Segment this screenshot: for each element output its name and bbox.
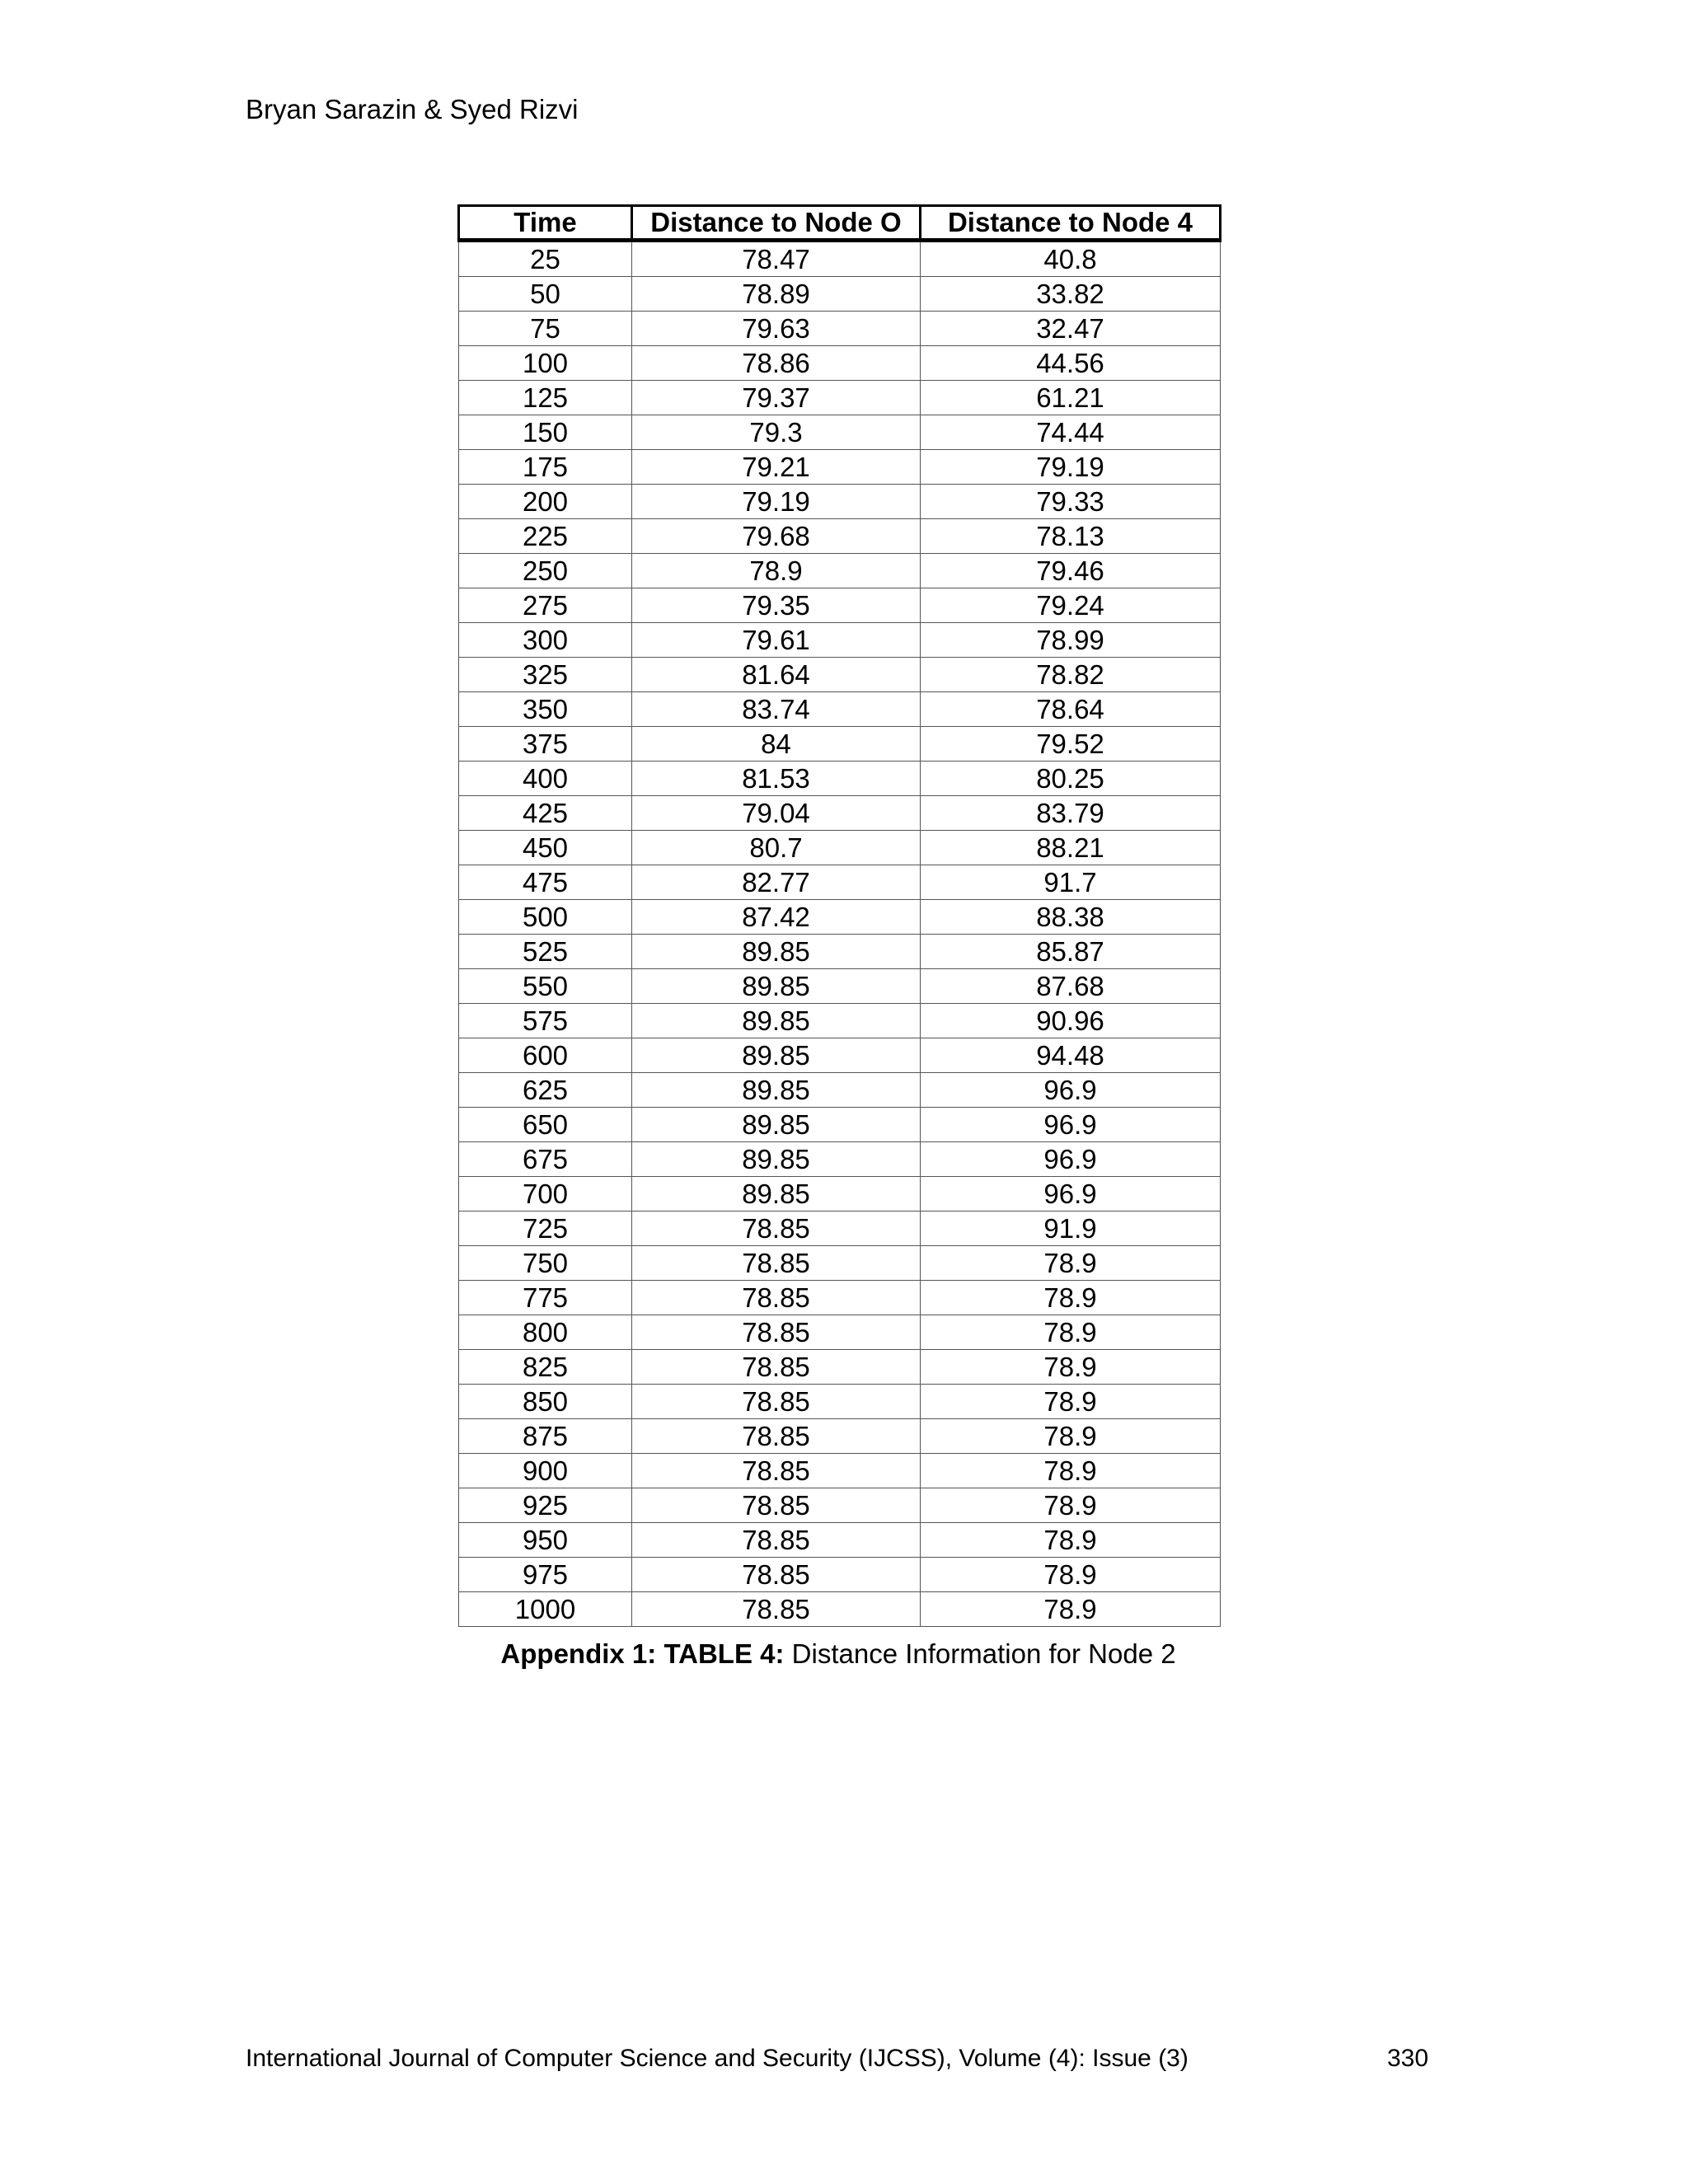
cell-distance-node-4: 79.33 (921, 485, 1221, 519)
cell-distance-node-o: 79.35 (632, 588, 921, 623)
cell-distance-node-4: 78.9 (921, 1281, 1221, 1315)
table-row (459, 1073, 1221, 1108)
cell-distance-node-4: 79.46 (921, 554, 1221, 588)
cell-distance-node-o: 78.47 (632, 241, 921, 277)
cell-distance-node-o: 89.85 (632, 1177, 921, 1212)
cell-time: 50 (459, 277, 632, 312)
cell-distance-node-4: 78.9 (921, 1350, 1221, 1385)
table-row (459, 831, 1221, 865)
table-row (459, 346, 1221, 381)
cell-distance-node-4: 96.9 (921, 1073, 1221, 1108)
cell-time: 500 (459, 900, 632, 935)
table-row (459, 588, 1221, 623)
cell-distance-node-4: 74.44 (921, 415, 1221, 450)
cell-distance-node-o: 79.37 (632, 381, 921, 415)
table-row (459, 727, 1221, 762)
cell-distance-node-o: 83.74 (632, 692, 921, 727)
cell-time: 225 (459, 519, 632, 554)
cell-distance-node-4: 80.25 (921, 762, 1221, 796)
table-row (459, 865, 1221, 900)
cell-distance-node-4: 78.9 (921, 1246, 1221, 1281)
table-row (459, 450, 1221, 485)
cell-distance-node-o: 78.85 (632, 1592, 921, 1627)
table-row (459, 935, 1221, 969)
cell-distance-node-o: 79.68 (632, 519, 921, 554)
table-row (459, 762, 1221, 796)
cell-distance-node-4: 78.9 (921, 1315, 1221, 1350)
cell-time: 550 (459, 969, 632, 1004)
table-row (459, 623, 1221, 658)
cell-distance-node-o: 78.86 (632, 346, 921, 381)
table-row (459, 1558, 1221, 1592)
cell-distance-node-4: 88.21 (921, 831, 1221, 865)
cell-time: 475 (459, 865, 632, 900)
table-row (459, 1315, 1221, 1350)
cell-distance-node-o: 79.61 (632, 623, 921, 658)
cell-distance-node-o: 78.85 (632, 1385, 921, 1419)
cell-distance-node-4: 78.9 (921, 1558, 1221, 1592)
cell-time: 425 (459, 796, 632, 831)
cell-distance-node-o: 78.85 (632, 1454, 921, 1488)
cell-time: 400 (459, 762, 632, 796)
cell-distance-node-4: 79.52 (921, 727, 1221, 762)
cell-time: 750 (459, 1246, 632, 1281)
cell-distance-node-4: 44.56 (921, 346, 1221, 381)
cell-distance-node-4: 83.79 (921, 796, 1221, 831)
cell-distance-node-o: 89.85 (632, 1038, 921, 1073)
cell-distance-node-o: 81.64 (632, 658, 921, 692)
cell-time: 975 (459, 1558, 632, 1592)
cell-distance-node-4: 91.7 (921, 865, 1221, 900)
cell-time: 125 (459, 381, 632, 415)
cell-distance-node-o: 78.85 (632, 1212, 921, 1246)
cell-distance-node-4: 96.9 (921, 1177, 1221, 1212)
cell-distance-node-o: 87.42 (632, 900, 921, 935)
table-row (459, 969, 1221, 1004)
cell-time: 875 (459, 1419, 632, 1454)
cell-distance-node-o: 79.04 (632, 796, 921, 831)
table-row (459, 1142, 1221, 1177)
footer-page-number: 330 (1387, 2045, 1429, 2072)
cell-time: 725 (459, 1212, 632, 1246)
table-row (459, 1523, 1221, 1558)
cell-distance-node-4: 61.21 (921, 381, 1221, 415)
cell-distance-node-o: 79.63 (632, 312, 921, 346)
cell-time: 175 (459, 450, 632, 485)
cell-distance-node-o: 89.85 (632, 1142, 921, 1177)
table-row (459, 277, 1221, 312)
cell-distance-node-o: 82.77 (632, 865, 921, 900)
cell-distance-node-4: 40.8 (921, 241, 1221, 277)
cell-distance-node-o: 79.21 (632, 450, 921, 485)
cell-time: 300 (459, 623, 632, 658)
cell-distance-node-o: 84 (632, 727, 921, 762)
cell-distance-node-4: 91.9 (921, 1212, 1221, 1246)
cell-distance-node-4: 85.87 (921, 935, 1221, 969)
table-row (459, 1385, 1221, 1419)
cell-time: 25 (459, 241, 632, 277)
table-row (459, 1177, 1221, 1212)
cell-time: 600 (459, 1038, 632, 1073)
cell-time: 850 (459, 1385, 632, 1419)
cell-distance-node-o: 89.85 (632, 1108, 921, 1142)
cell-distance-node-4: 32.47 (921, 312, 1221, 346)
cell-distance-node-4: 96.9 (921, 1142, 1221, 1177)
cell-distance-node-o: 78.85 (632, 1488, 921, 1523)
cell-time: 950 (459, 1523, 632, 1558)
cell-distance-node-4: 33.82 (921, 277, 1221, 312)
cell-time: 275 (459, 588, 632, 623)
table-row (459, 485, 1221, 519)
distance-table (457, 204, 1221, 1627)
cell-distance-node-4: 78.9 (921, 1454, 1221, 1488)
column-header-time: Time (459, 206, 632, 241)
cell-distance-node-o: 89.85 (632, 1073, 921, 1108)
cell-time: 900 (459, 1454, 632, 1488)
cell-time: 150 (459, 415, 632, 450)
cell-distance-node-4: 78.13 (921, 519, 1221, 554)
table-header-row (459, 206, 1221, 241)
cell-distance-node-o: 89.85 (632, 1004, 921, 1038)
cell-time: 250 (459, 554, 632, 588)
cell-time: 825 (459, 1350, 632, 1385)
cell-time: 575 (459, 1004, 632, 1038)
cell-time: 375 (459, 727, 632, 762)
table-body (459, 241, 1221, 1627)
table-row (459, 1419, 1221, 1454)
column-header-distance-node-o: Distance to Node O (632, 206, 921, 241)
cell-distance-node-o: 78.89 (632, 277, 921, 312)
cell-distance-node-4: 79.19 (921, 450, 1221, 485)
table-row (459, 1281, 1221, 1315)
table-row (459, 554, 1221, 588)
cell-distance-node-o: 89.85 (632, 935, 921, 969)
cell-distance-node-o: 79.19 (632, 485, 921, 519)
cell-distance-node-o: 78.85 (632, 1281, 921, 1315)
table-row (459, 1004, 1221, 1038)
cell-time: 75 (459, 312, 632, 346)
table-row (459, 519, 1221, 554)
cell-time: 625 (459, 1073, 632, 1108)
cell-time: 325 (459, 658, 632, 692)
cell-distance-node-4: 78.9 (921, 1419, 1221, 1454)
cell-distance-node-4: 78.82 (921, 658, 1221, 692)
cell-time: 200 (459, 485, 632, 519)
cell-distance-node-4: 96.9 (921, 1108, 1221, 1142)
table-row (459, 1212, 1221, 1246)
cell-time: 925 (459, 1488, 632, 1523)
table-row (459, 312, 1221, 346)
caption-text: Distance Information for Node 2 (784, 1638, 1176, 1669)
cell-distance-node-o: 80.7 (632, 831, 921, 865)
table-row (459, 658, 1221, 692)
table-row (459, 1592, 1221, 1627)
cell-distance-node-4: 78.9 (921, 1592, 1221, 1627)
cell-time: 700 (459, 1177, 632, 1212)
cell-time: 650 (459, 1108, 632, 1142)
cell-distance-node-4: 78.99 (921, 623, 1221, 658)
table-row (459, 1488, 1221, 1523)
cell-distance-node-o: 78.85 (632, 1350, 921, 1385)
cell-distance-node-o: 78.85 (632, 1246, 921, 1281)
cell-time: 800 (459, 1315, 632, 1350)
cell-distance-node-4: 78.9 (921, 1523, 1221, 1558)
table-row (459, 415, 1221, 450)
cell-time: 350 (459, 692, 632, 727)
table-row (459, 1246, 1221, 1281)
table-row (459, 1038, 1221, 1073)
column-header-distance-node-4: Distance to Node 4 (921, 206, 1221, 241)
cell-distance-node-o: 78.85 (632, 1315, 921, 1350)
cell-time: 1000 (459, 1592, 632, 1627)
cell-time: 100 (459, 346, 632, 381)
table-row (459, 1350, 1221, 1385)
cell-time: 675 (459, 1142, 632, 1177)
cell-time: 525 (459, 935, 632, 969)
cell-distance-node-4: 78.9 (921, 1488, 1221, 1523)
cell-distance-node-o: 78.9 (632, 554, 921, 588)
cell-distance-node-o: 78.85 (632, 1558, 921, 1592)
cell-distance-node-o: 89.85 (632, 969, 921, 1004)
cell-distance-node-4: 79.24 (921, 588, 1221, 623)
table-row (459, 796, 1221, 831)
cell-distance-node-4: 88.38 (921, 900, 1221, 935)
table-row (459, 241, 1221, 277)
table-caption (457, 1638, 1219, 1671)
cell-distance-node-o: 78.85 (632, 1419, 921, 1454)
cell-distance-node-4: 90.96 (921, 1004, 1221, 1038)
table-row (459, 1454, 1221, 1488)
table-row (459, 1108, 1221, 1142)
running-header-authors: Bryan Sarazin & Syed Rizvi (246, 94, 579, 124)
caption-label: Appendix 1: TABLE 4: (500, 1638, 785, 1669)
cell-time: 775 (459, 1281, 632, 1315)
footer-journal-citation: International Journal of Computer Science and Security (IJCSS), Volume (4): Issue (3) (246, 2045, 1189, 2072)
cell-distance-node-4: 87.68 (921, 969, 1221, 1004)
cell-distance-node-o: 81.53 (632, 762, 921, 796)
cell-distance-node-o: 78.85 (632, 1523, 921, 1558)
table-row (459, 381, 1221, 415)
cell-distance-node-4: 94.48 (921, 1038, 1221, 1073)
table-row (459, 692, 1221, 727)
cell-distance-node-o: 79.3 (632, 415, 921, 450)
cell-distance-node-4: 78.9 (921, 1385, 1221, 1419)
table-row (459, 900, 1221, 935)
cell-time: 450 (459, 831, 632, 865)
cell-distance-node-4: 78.64 (921, 692, 1221, 727)
